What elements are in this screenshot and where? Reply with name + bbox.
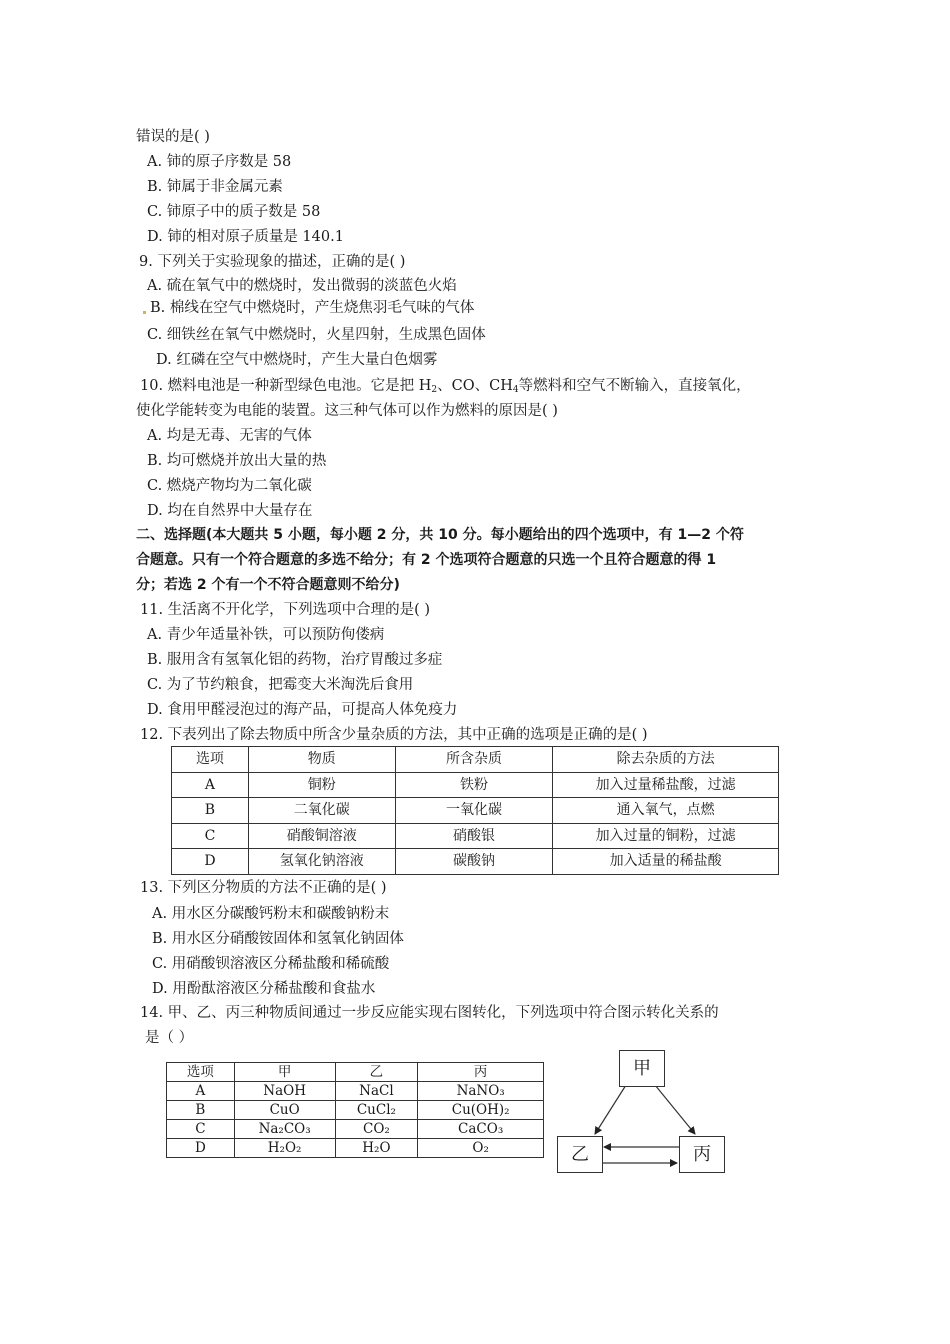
q8-option-b: B. 铈属于非金属元素 bbox=[147, 179, 283, 195]
q8-stem: 错误的是( ) bbox=[136, 129, 210, 145]
table-cell: B bbox=[172, 798, 249, 824]
section2-line2: 合题意。只有一个符合题意的多选不给分；有 2 个选项符合题意的只选一个且符合题意的得 1 bbox=[136, 552, 717, 568]
table-header-row bbox=[167, 1063, 544, 1082]
q10-text-b: 、CO、CH bbox=[437, 378, 513, 394]
section2-line1: 二、选择题(本大题共 5 小题，每小题 2 分，共 10 分。每小题给出的四个选项中，有 1—2 个符 bbox=[136, 527, 744, 543]
q9-option-b: B. 棉线在空气中燃烧时，产生烧焦羽毛气味的气体 bbox=[150, 300, 475, 316]
q8-option-c: C. 铈原子中的质子数是 58 bbox=[147, 204, 321, 220]
table-cell: 加入过量的铜粉，过滤 bbox=[553, 823, 779, 849]
table-row bbox=[167, 1082, 544, 1101]
q13-stem: 13. 下列区分物质的方法不正确的是( ) bbox=[140, 880, 387, 896]
q11-option-c: C. 为了节约粮食，把霉变大米淘洗后食用 bbox=[147, 677, 414, 693]
table-cell: O₂ bbox=[418, 1139, 544, 1158]
q10-sub-a: 2 bbox=[431, 385, 438, 395]
q12-stem: 12. 下表列出了除去物质中所含少量杂质的方法，其中正确的选项是正确的是( ) bbox=[140, 727, 648, 743]
q10-option-c: C. 燃烧产物均为二氧化碳 bbox=[147, 478, 312, 494]
table-cell: D bbox=[172, 849, 249, 875]
table-cell: A bbox=[167, 1082, 235, 1101]
q10-stem-line1 bbox=[140, 376, 751, 396]
table-cell: H₂O₂ bbox=[234, 1139, 335, 1158]
header-cell: 除去杂质的方法 bbox=[553, 747, 779, 773]
table-cell: 碳酸钠 bbox=[395, 849, 553, 875]
table-cell: CaCO₃ bbox=[418, 1120, 544, 1139]
table-row bbox=[172, 772, 779, 798]
arrow-jia-to-bing bbox=[655, 1085, 695, 1134]
node-bing: 丙 bbox=[679, 1136, 725, 1173]
table-cell: Na₂CO₃ bbox=[234, 1120, 335, 1139]
header-cell: 乙 bbox=[335, 1063, 418, 1082]
stray-mark bbox=[143, 311, 146, 314]
table-cell: NaNO₃ bbox=[418, 1082, 544, 1101]
table-row bbox=[172, 849, 779, 875]
q10-option-d: D. 均在自然界中大量存在 bbox=[147, 503, 313, 519]
q8-option-a: A. 铈的原子序数是 58 bbox=[147, 154, 292, 170]
arrow-jia-to-yi bbox=[595, 1085, 626, 1134]
table-cell: Cu(OH)₂ bbox=[418, 1101, 544, 1120]
q11-option-b: B. 服用含有氢氧化铝的药物，治疗胃酸过多症 bbox=[147, 652, 443, 668]
node-jia: 甲 bbox=[619, 1050, 665, 1087]
q10-sub-b: 4 bbox=[512, 385, 519, 395]
q11-stem: 11. 生活离不开化学，下列选项中合理的是( ) bbox=[140, 602, 431, 618]
q11-option-a: A. 青少年适量补铁，可以预防佝偻病 bbox=[147, 627, 385, 643]
table-cell: 加入适量的稀盐酸 bbox=[553, 849, 779, 875]
table-cell: A bbox=[172, 772, 249, 798]
table-cell: CuCl₂ bbox=[335, 1101, 418, 1120]
q13-option-c: C. 用硝酸钡溶液区分稀盐酸和稀硫酸 bbox=[152, 956, 390, 972]
table-cell: 铜粉 bbox=[248, 772, 395, 798]
table-cell: 二氧化碳 bbox=[248, 798, 395, 824]
header-cell: 丙 bbox=[418, 1063, 544, 1082]
header-cell: 所含杂质 bbox=[395, 747, 553, 773]
table-cell: 氢氧化钠溶液 bbox=[248, 849, 395, 875]
table-cell: 加入过量稀盐酸，过滤 bbox=[553, 772, 779, 798]
table-row bbox=[167, 1101, 544, 1120]
q8-option-d: D. 铈的相对原子质量是 140.1 bbox=[147, 229, 344, 245]
q9-option-c: C. 细铁丝在氧气中燃烧时，火星四射，生成黑色固体 bbox=[147, 327, 486, 343]
table-cell: NaCl bbox=[335, 1082, 418, 1101]
table-row bbox=[167, 1139, 544, 1158]
node-yi: 乙 bbox=[557, 1136, 603, 1173]
q13-option-d: D. 用酚酞溶液区分稀盐酸和食盐水 bbox=[152, 981, 376, 997]
table-cell: 通入氧气，点燃 bbox=[553, 798, 779, 824]
q10-text-a: 10. 燃料电池是一种新型绿色电池。它是把 H bbox=[140, 378, 432, 394]
q10-option-a: A. 均是无毒、无害的气体 bbox=[147, 428, 312, 444]
q13-option-b: B. 用水区分硝酸铵固体和氢氧化钠固体 bbox=[152, 931, 404, 947]
table-cell: 硝酸铜溶液 bbox=[248, 823, 395, 849]
header-cell: 选项 bbox=[172, 747, 249, 773]
table-cell: H₂O bbox=[335, 1139, 418, 1158]
q9-option-d: D. 红磷在空气中燃烧时，产生大量白色烟雾 bbox=[156, 352, 438, 368]
q14-stem-line2: 是（ ） bbox=[145, 1030, 194, 1046]
table-cell: CuO bbox=[234, 1101, 335, 1120]
table-cell: D bbox=[167, 1139, 235, 1158]
table-cell: B bbox=[167, 1101, 235, 1120]
table-header-row bbox=[172, 747, 779, 773]
q14-stem-line1: 14. 甲、乙、丙三种物质间通过一步反应能实现右图转化，下列选项中符合图示转化关系的 bbox=[140, 1005, 719, 1021]
q10-stem-line2: 使化学能转变为电能的装置。这三种气体可以作为燃料的原因是( ) bbox=[136, 403, 558, 419]
table-cell: 硝酸银 bbox=[395, 823, 553, 849]
table-row bbox=[172, 798, 779, 824]
table-row bbox=[167, 1120, 544, 1139]
q10-option-b: B. 均可燃烧并放出大量的热 bbox=[147, 453, 327, 469]
header-cell: 选项 bbox=[167, 1063, 235, 1082]
table-cell: NaOH bbox=[234, 1082, 335, 1101]
q10-text-c: 等燃料和空气不断输入，直接氧化， bbox=[518, 378, 751, 394]
header-cell: 物质 bbox=[248, 747, 395, 773]
table-row bbox=[172, 823, 779, 849]
table-cell: C bbox=[167, 1120, 235, 1139]
table-cell: CO₂ bbox=[335, 1120, 418, 1139]
q11-option-d: D. 食用甲醛浸泡过的海产品，可提高人体免疫力 bbox=[147, 702, 458, 718]
q9-option-a: A. 硫在氧气中的燃烧时，发出微弱的淡蓝色火焰 bbox=[147, 278, 457, 294]
table-cell: 铁粉 bbox=[395, 772, 553, 798]
table-cell: 一氧化碳 bbox=[395, 798, 553, 824]
q12-table bbox=[171, 746, 779, 875]
table-cell: C bbox=[172, 823, 249, 849]
header-cell: 甲 bbox=[234, 1063, 335, 1082]
q14-table bbox=[166, 1062, 544, 1158]
q13-option-a: A. 用水区分碳酸钙粉末和碳酸钠粉末 bbox=[152, 906, 390, 922]
section2-line3: 分；若选 2 个有一个不符合题意则不给分) bbox=[136, 577, 400, 593]
q9-stem: 9. 下列关于实验现象的描述，正确的是( ) bbox=[139, 254, 406, 270]
